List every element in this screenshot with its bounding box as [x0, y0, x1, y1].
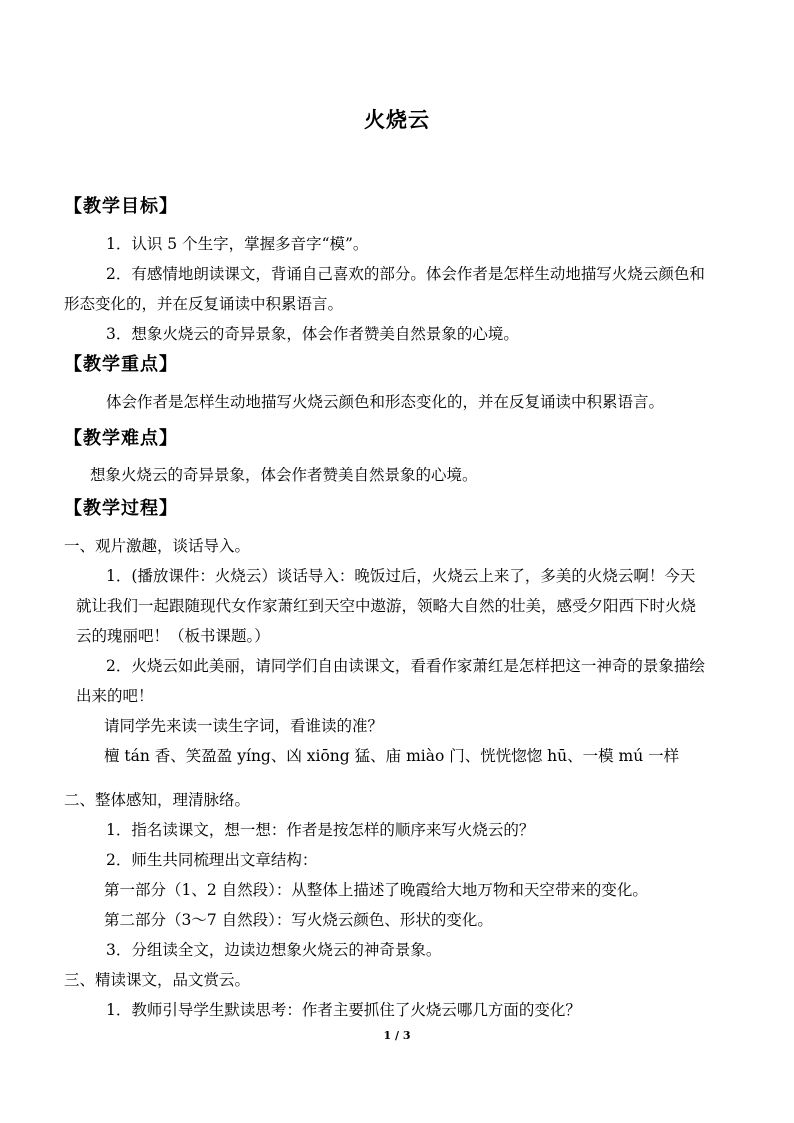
- process-line: 1．(播放课件：火烧云）谈话导入：晚饭过后，火烧云上来了，多美的火烧云啊！今天: [106, 567, 696, 585]
- process-line: 1．教师引导学生默读思考：作者主要抓住了火烧云哪几方面的变化？: [106, 1001, 581, 1019]
- heading-teaching-goals: 【教学目标】: [64, 196, 178, 217]
- heading-teaching-difficulty: 【教学难点】: [64, 428, 178, 449]
- process-part2-title: 二、整体感知，理清脉络。: [64, 791, 251, 809]
- goal-line: 2．有感情地朗读课文，背诵自己喜欢的部分。体会作者是怎样生动地描写火烧云颜色和: [106, 265, 705, 283]
- process-line: 2．火烧云如此美丽，请同学们自由读课文，看看作家萧红是怎样把这一神奇的景象描绘: [106, 657, 705, 675]
- process-line: 出来的吧！: [76, 687, 154, 705]
- process-line: 第一部分（1、2 自然段）：从整体上描述了晚霞给大地万物和天空带来的变化。: [104, 881, 648, 899]
- document-title: 火烧云: [364, 107, 430, 132]
- goal-line: 形态变化的，并在反复诵读中积累语言。: [64, 295, 344, 313]
- process-line: 2．师生共同梳理出文章结构：: [106, 851, 318, 869]
- difficulty-text: 想象火烧云的奇异景象，体会作者赞美自然景象的心境。: [90, 466, 478, 484]
- heading-teaching-process: 【教学过程】: [64, 498, 178, 519]
- goal-line: 3．想象火烧云的奇异景象，体会作者赞美自然景象的心境。: [106, 325, 519, 343]
- process-line: 请同学先来读一读生字词，看谁读的准？: [104, 717, 384, 735]
- process-line: 就让我们一起跟随现代女作家萧红到天空中遨游，领略大自然的壮美，感受夕阳西下时火烧: [76, 597, 697, 615]
- key-text: 体会作者是怎样生动地描写火烧云颜色和形态变化的，并在反复诵读中积累语言。: [106, 393, 665, 411]
- process-line: 1．指名读课文，想一想：作者是按怎样的顺序来写火烧云的？: [106, 821, 535, 839]
- process-line: 3．分组读全文，边读边想象火烧云的神奇景象。: [106, 941, 442, 959]
- process-part3-title: 三、精读课文，品文赏云。: [64, 971, 251, 989]
- page-number: 1 / 3: [383, 1029, 411, 1042]
- process-line: 云的瑰丽吧！（板书课题。）: [76, 627, 270, 645]
- heading-teaching-key: 【教学重点】: [64, 354, 178, 375]
- process-part1-title: 一、观片激趣，谈话导入。: [64, 537, 251, 555]
- goal-line: 1．认识 5 个生字，掌握多音字“模”。: [106, 235, 369, 253]
- process-line: 第二部分（3～7 自然段）：写火烧云颜色、形状的变化。: [104, 911, 493, 929]
- vocabulary-line: 檀 tán 香、笑盈盈 yíng、凶 xiōng 猛、庙 miào 门、恍恍惚惚 hū、一模 mú 一样: [104, 747, 680, 765]
